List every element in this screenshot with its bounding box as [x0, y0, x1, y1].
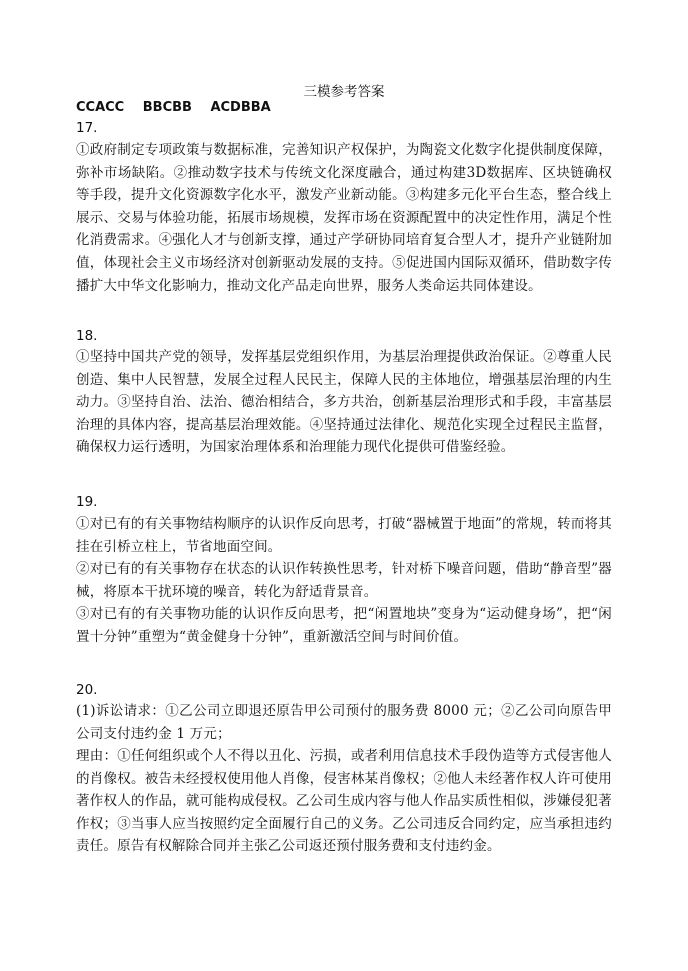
- choice-answers: CCACC BBCBB ACDBBA: [76, 100, 271, 115]
- question-18-answer: ①坚持中国共产党的领导，发挥基层党组织作用，为基层治理提供政治保证。②尊重人民创造、集中人民智慧，发展全过程人民民主，保障人民的主体地位，增强基层治理的内生动力。③坚持自治、法治、德治相结合，多方共治，创新基层治理形式和手段，丰富基层治理的具体内容，提高基层治理效能。④坚持通过法律化、规范化实现全过程民主监督，确保权力运行透明，为国家治理体系和治理能力现代化提供可借鉴经验。: [76, 349, 612, 456]
- document-title: 三模参考答案: [303, 84, 385, 100]
- question-20-number: 20.: [76, 682, 98, 698]
- question-20-claim: (1)诉讼请求：①乙公司立即退还原告甲公司预付的服务费 8000 元；②乙公司向原告甲公司支付违约金 1 万元；: [76, 703, 612, 742]
- question-17-answer: ①政府制定专项政策与数据标准，完善知识产权保护，为陶瓷文化数字化提供制度保障，弥补市场缺陷。②推动数字技术与传统文化深度融合，通过构建3D数据库、区块链确权等手段，提升文化资源数字化水平，激发产业新动能。③构建多元化平台生态，整合线上展示、交易与体验功能，拓展市场规模，发挥市场在资源配置中的决定性作用，满足个性化消费需求。④强化人才与创新支撑，通过产学研协同培育复合型人才，提升产业链附加值，体现社会主义市场经济对创新驱动发展的支持。⑤促进国内国际双循环，借助数字传播扩大中华文化影响力，推动文化产品走向世界，服务人类命运共同体建设。: [76, 142, 612, 294]
- question-18-number: 18.: [76, 328, 98, 344]
- question-19-number: 19.: [76, 494, 98, 510]
- question-20-reason: 理由：①任何组织或个人不得以丑化、污损，或者利用信息技术手段伪造等方式侵害他人的肖像权。被告未经授权使用他人肖像，侵害林某肖像权；②他人未经著作权人许可使用著作权人的作品，就可能构成侵权。乙公司生成内容与他人作品实质性相似，涉嫌侵犯著作权；③当事人应当按照约定全面履行自己的义务。乙公司违反合同约定，应当承担违约责任。原告有权解除合同并主张乙公司返还预付服务费和支付违约金。: [76, 748, 612, 855]
- question-17-number: 17.: [76, 120, 98, 136]
- question-19-point-2: ②对已有的有关事物存在状态的认识作转换性思考，针对桥下噪音问题，借助“静音型”器械，将原本干扰环境的噪音，转化为舒适背景音。: [76, 561, 612, 600]
- question-19-point-3: ③对已有的有关事物功能的认识作反向思考，把“闲置地块”变身为“运动健身场”，把“闲置十分钟”重塑为“黄金健身十分钟”，重新激活空间与时间价值。: [76, 606, 612, 645]
- question-19-point-1: ①对已有的有关事物结构顺序的认识作反向思考，打破“器械置于地面”的常规，转而将其挂在引桥立柱上，节省地面空间。: [76, 516, 612, 555]
